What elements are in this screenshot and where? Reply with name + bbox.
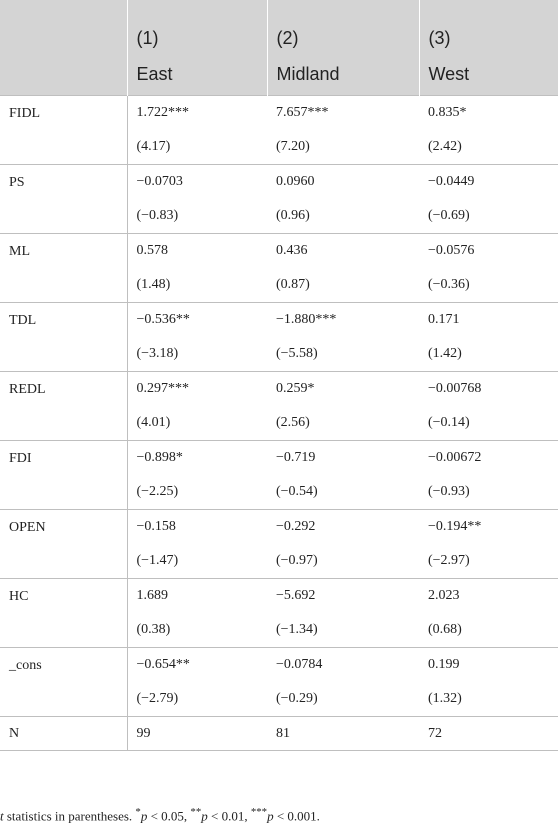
tstat-open-west: (−2.97) bbox=[428, 553, 470, 568]
coef-fdi-east: −0.898* bbox=[127, 441, 267, 476]
coef-ps-east: −0.0703 bbox=[127, 165, 267, 200]
tstat-fdi-midland: (−0.54) bbox=[276, 484, 318, 499]
tstat-fidl-west: (2.42) bbox=[428, 139, 462, 154]
tstat-ps-east: (−0.83) bbox=[136, 208, 179, 223]
coef-ml-midland: 0.436 bbox=[267, 234, 419, 269]
table-row-coef bbox=[0, 372, 558, 407]
tstat-fdi-east: (−2.25) bbox=[136, 484, 179, 499]
tstat-redl-west: (−0.14) bbox=[428, 415, 470, 430]
footnote-text-3: < 0.01, bbox=[207, 808, 251, 824]
footnote-p-2: p bbox=[201, 808, 208, 824]
tstat-open-east: (−1.47) bbox=[136, 553, 179, 568]
coef-tdl-east: −0.536** bbox=[127, 303, 267, 338]
n-value-west: 72 bbox=[419, 717, 558, 751]
row-label-redl: REDL bbox=[0, 372, 127, 441]
row-label-fidl: FIDL bbox=[0, 96, 127, 165]
table-row-n bbox=[0, 717, 558, 751]
tstat-tdl-midland: (−5.58) bbox=[276, 346, 318, 361]
coef-open-east: −0.158 bbox=[127, 510, 267, 545]
tstat-fidl-midland: (7.20) bbox=[276, 139, 310, 154]
coef-tdl-west: 0.171 bbox=[419, 303, 558, 338]
footnote-text-1: statistics in parentheses. bbox=[3, 808, 136, 824]
header-region-east: East bbox=[127, 53, 267, 96]
tstat-hc-midland: (−1.34) bbox=[276, 622, 318, 637]
coef-fidl-east: 1.722*** bbox=[127, 96, 267, 131]
table-row-coef bbox=[0, 96, 558, 131]
row-label-ps: PS bbox=[0, 165, 127, 234]
tstat-cons-midland: (−0.29) bbox=[276, 691, 318, 706]
coef-fdi-west: −0.00672 bbox=[419, 441, 558, 476]
footnote-text-2: < 0.05, bbox=[147, 808, 191, 824]
tstat-fdi-west: (−0.93) bbox=[428, 484, 470, 499]
footnote-star-1: * bbox=[135, 806, 141, 818]
coef-hc-west: 2.023 bbox=[419, 579, 558, 614]
coef-fidl-midland: 7.657*** bbox=[267, 96, 419, 131]
tstat-hc-west: (0.68) bbox=[428, 622, 462, 637]
header-row-numbers bbox=[0, 0, 558, 53]
coef-hc-midland: −5.692 bbox=[267, 579, 419, 614]
coef-redl-midland: 0.259* bbox=[267, 372, 419, 407]
table-footnote bbox=[0, 806, 320, 824]
coef-fdi-midland: −0.719 bbox=[267, 441, 419, 476]
coef-ml-west: −0.0576 bbox=[419, 234, 558, 269]
table-row-coef bbox=[0, 648, 558, 683]
coef-cons-west: 0.199 bbox=[419, 648, 558, 683]
row-label-open: OPEN bbox=[0, 510, 127, 579]
tstat-open-midland: (−0.97) bbox=[276, 553, 318, 568]
tstat-redl-midland: (2.56) bbox=[276, 415, 310, 430]
coef-ps-west: −0.0449 bbox=[419, 165, 558, 200]
coef-cons-midland: −0.0784 bbox=[267, 648, 419, 683]
tstat-cons-east: (−2.79) bbox=[136, 691, 179, 706]
row-label-n: N bbox=[0, 717, 127, 751]
table-row-coef bbox=[0, 234, 558, 269]
footnote-star-2: ** bbox=[190, 806, 202, 818]
table-row-coef bbox=[0, 579, 558, 614]
tstat-ps-midland: (0.96) bbox=[276, 208, 310, 223]
row-label-ml: ML bbox=[0, 234, 127, 303]
footnote-text-4: < 0.001. bbox=[273, 808, 320, 824]
coef-redl-east: 0.297*** bbox=[127, 372, 267, 407]
table-row-coef bbox=[0, 441, 558, 476]
coef-cons-east: −0.654** bbox=[127, 648, 267, 683]
n-value-east: 99 bbox=[127, 717, 267, 751]
tstat-fidl-east: (4.17) bbox=[136, 139, 171, 154]
coef-ml-east: 0.578 bbox=[127, 234, 267, 269]
table-body bbox=[0, 96, 558, 751]
row-label-hc: HC bbox=[0, 579, 127, 648]
tstat-cons-west: (1.32) bbox=[428, 691, 462, 706]
coef-redl-west: −0.00768 bbox=[419, 372, 558, 407]
header-corner bbox=[0, 0, 127, 96]
tstat-redl-east: (4.01) bbox=[136, 415, 171, 430]
tstat-tdl-west: (1.42) bbox=[428, 346, 462, 361]
tstat-tdl-east: (−3.18) bbox=[136, 346, 179, 361]
coef-fidl-west: 0.835* bbox=[419, 96, 558, 131]
header-region-west: West bbox=[419, 53, 558, 96]
coef-hc-east: 1.689 bbox=[127, 579, 267, 614]
row-label-tdl: TDL bbox=[0, 303, 127, 372]
table-row-coef bbox=[0, 165, 558, 200]
coef-tdl-midland: −1.880*** bbox=[267, 303, 419, 338]
row-label-cons: _cons bbox=[0, 648, 127, 717]
coef-ps-midland: 0.0960 bbox=[267, 165, 419, 200]
header-region-midland: Midland bbox=[267, 53, 419, 96]
tstat-ps-west: (−0.69) bbox=[428, 208, 470, 223]
tstat-ml-midland: (0.87) bbox=[276, 277, 310, 292]
tstat-hc-east: (0.38) bbox=[136, 622, 171, 637]
n-value-midland: 81 bbox=[267, 717, 419, 751]
header-number-1: (1) bbox=[127, 0, 267, 53]
header-number-2: (2) bbox=[267, 0, 419, 53]
coef-open-west: −0.194** bbox=[419, 510, 558, 545]
coef-open-midland: −0.292 bbox=[267, 510, 419, 545]
footnote-star-3: *** bbox=[250, 806, 268, 818]
table-row-coef bbox=[0, 510, 558, 545]
header-number-3: (3) bbox=[419, 0, 558, 53]
footnote-p-3: p bbox=[267, 808, 274, 824]
row-label-fdi: FDI bbox=[0, 441, 127, 510]
tstat-ml-west: (−0.36) bbox=[428, 277, 470, 292]
table-row-coef bbox=[0, 303, 558, 338]
footnote-t: t bbox=[0, 808, 4, 824]
footnote-p-1: p bbox=[140, 808, 148, 824]
tstat-ml-east: (1.48) bbox=[136, 277, 171, 292]
